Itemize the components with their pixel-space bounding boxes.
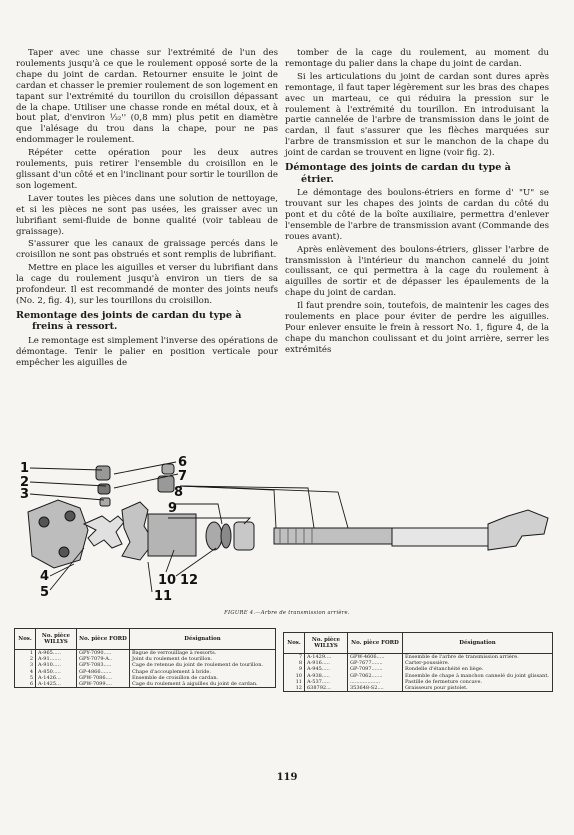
parts-table-right bbox=[283, 632, 553, 692]
page-number: 119 bbox=[276, 772, 298, 783]
cell: 8 bbox=[284, 660, 305, 666]
table-row bbox=[15, 650, 276, 657]
cell: 4 bbox=[15, 669, 36, 675]
cell: 10 bbox=[284, 673, 305, 679]
cell: 11 bbox=[284, 679, 305, 685]
cell: A-537..... bbox=[305, 679, 348, 685]
header-ford: No. pièce FORD bbox=[77, 629, 130, 650]
cell: GP-7677....... bbox=[348, 660, 403, 666]
parts-table-left bbox=[14, 628, 276, 688]
cell: A-916..... bbox=[305, 660, 348, 666]
splined-shaft-drawing bbox=[274, 528, 392, 544]
cell: A-1425... bbox=[36, 681, 77, 688]
slip-nut-drawing bbox=[234, 522, 254, 550]
cell: 1 bbox=[15, 650, 36, 657]
cell: 5 bbox=[15, 675, 36, 681]
callout-6: 6 bbox=[178, 455, 188, 470]
paragraph: Laver toutes les pièces dans une solution de nettoyage, et si les pièces ne sont pas usées, les graisser avec un lubrifiant semi-fluide de bonne qualité (voir tableau de graissage). bbox=[16, 193, 278, 237]
bearing-cup-drawing bbox=[96, 466, 110, 480]
text-column-right bbox=[285, 48, 549, 358]
cell: GPY-7083..... bbox=[77, 662, 130, 668]
heading-line: étrier. bbox=[301, 173, 334, 185]
cell: Bague de verrouillage à ressorts. bbox=[130, 650, 276, 657]
paragraph: Il faut prendre soin, toutefois, de maintenir les cages des roulements en place pour éviter de perdre les aiguilles. Pour enlever ensuite le frein à ressort No. 1, figure 4, de la chape du manchon coulissant et du joint arrière, serrer les extrémités bbox=[285, 301, 549, 355]
cell: 3 bbox=[15, 662, 36, 668]
heading-line: Démontage des joints de cardan du type à bbox=[285, 162, 511, 174]
cell: 12 bbox=[284, 685, 305, 692]
header-designation: Désignation bbox=[403, 633, 553, 654]
header-ford: No. pièce FORD bbox=[348, 633, 403, 654]
flange-yoke-drawing bbox=[28, 500, 88, 568]
cell: Ensemble de chape à manchon cannelé du joint glissant. bbox=[403, 673, 553, 679]
dust-cap-drawing bbox=[206, 522, 222, 550]
callout-7: 7 bbox=[178, 469, 188, 484]
cell: 6 bbox=[15, 681, 36, 688]
paragraph: Taper avec une chasse sur l'extrémité de l'un des roulements jusqu'à ce que le roulement opposé sorte de la chape du joint de cardan. Retourner ensuite le joint de cardan et chasser le premier roulement de son logement en tapant sur l'extrémité du tourillon du croisillon dépassant de la chape. Utiliser une chasse ronde en métal doux, et à bout plat, d'environ ⅓₂'' (0,8 mm) plus petit en diamètre que l'alésage du trou dans la chape, pour ne pas endommager le roulement. bbox=[16, 48, 278, 146]
paragraph: Mettre en place les aiguilles et verser du lubrifiant dans la cage du roulement jusqu'à environ un tiers de sa profondeur. Il est recommandé de monter des joints neufs (No. 2, fig. 4), sur les tourillons du croisillon. bbox=[16, 263, 278, 306]
heading-line: freins à ressort. bbox=[32, 321, 118, 333]
cell: Graisseurs pour pistolet. bbox=[403, 685, 553, 692]
header-no: Nos. bbox=[15, 629, 36, 650]
callout-8: 8 bbox=[174, 485, 184, 500]
cross-drawing bbox=[84, 516, 124, 548]
table-row bbox=[15, 662, 276, 668]
callout-11: 11 bbox=[154, 589, 173, 604]
table-row bbox=[15, 681, 276, 688]
paragraph: Répéter cette opération pour les deux autres roulements, puis retirer l'ensemble du croisillon en le glissant d'un côté et en l'inclinant pour sortir le tourillon de son logement. bbox=[16, 148, 278, 191]
header-no: Nos. bbox=[284, 633, 305, 654]
cell: A-965..... bbox=[36, 650, 77, 657]
callout-1: 1 bbox=[20, 461, 30, 476]
cell: GPW-7099.... bbox=[77, 681, 130, 688]
cell: 2 bbox=[15, 656, 36, 662]
cell: 7 bbox=[284, 654, 305, 661]
header-designation: Désignation bbox=[130, 629, 276, 650]
cell: GP-7097....... bbox=[348, 666, 403, 672]
cell: 353648-S2.... bbox=[348, 685, 403, 692]
paragraph: Après enlèvement des boulons-étriers, glisser l'arbre de transmission à l'intérieur du manchon cannelé du joint coulissant, ce qui permettra à la cage du roulement à aiguilles de sortir et de dépasser les épaulements de la chape du joint de cardan. bbox=[285, 244, 549, 299]
callout-3: 3 bbox=[20, 487, 30, 502]
callout-12: 12 bbox=[180, 573, 199, 588]
header-willys: No. pièce WILLYS bbox=[36, 629, 77, 650]
cell: GPW-4606..... bbox=[348, 654, 403, 661]
cell: GPY-7079-A.. bbox=[77, 656, 130, 662]
cell: GP-7062....... bbox=[348, 673, 403, 679]
cell: Joint du roulement de tourillon. bbox=[130, 656, 276, 662]
end-yoke-drawing bbox=[488, 510, 548, 550]
heading-line: Remontage des joints de cardan du type à bbox=[16, 309, 242, 321]
table-row bbox=[284, 673, 553, 679]
cell: Rondelle d'étanchéité en liège. bbox=[403, 666, 553, 672]
paragraph: S'assurer que les canaux de graissage percés dans le croisillon ne sont pas obstrués et sont remplis de lubrifiant. bbox=[16, 239, 278, 261]
cell: A-945..... bbox=[305, 666, 348, 672]
header-willys: No. pièce WILLYS bbox=[305, 633, 348, 654]
cell: Carter-poussière. bbox=[403, 660, 553, 666]
cell: A-938..... bbox=[305, 673, 348, 679]
paragraph: Le remontage est simplement l'inverse des opérations de démontage. Tenir le palier en position verticale pour empêcher les aiguilles de bbox=[16, 335, 278, 368]
drive-shaft-exploded-figure bbox=[18, 452, 558, 608]
cell: A-1429.... bbox=[305, 654, 348, 661]
callout-9: 9 bbox=[168, 501, 178, 516]
cell: GPY-7090..... bbox=[77, 650, 130, 657]
drive-shaft-tube-drawing bbox=[392, 528, 488, 546]
cell: Cage de retenue du joint de roulement de tourillon. bbox=[130, 662, 276, 668]
callout-4: 4 bbox=[40, 569, 50, 584]
cell: Pastille de fermeture concave. bbox=[403, 679, 553, 685]
paragraph: Si les articulations du joint de cardan sont dures après remontage, il faut taper légèrement sur les bras des chapes avec un marteau, ce qui réduira la pression sur le roulement à l'extrémité du tourillon. En introduisant la partie cannelée de l'arbre de transmission dans le joint de cardan, il faut s'assurer que les flèches marquées sur l'arbre de transmission et sur le manchon de la chape du joint de cardan se trouvent en ligne (voir fig. 2). bbox=[285, 71, 549, 159]
section-heading bbox=[16, 310, 278, 333]
paragraph: Le démontage des boulons-étriers en forme d' "U" se trouvant sur les chapes des joints de cardan du côté du pont et du côté de la boîte auxiliaire, permettra d'enlever l'ensemble de l'arbre de transmission avant (Commande des roues avant). bbox=[285, 188, 549, 242]
cell: Cage du roulement à aiguilles du joint de cardan. bbox=[130, 681, 276, 688]
figure-caption: FIGURE 4.—Arbre de transmission arrière. bbox=[224, 610, 350, 616]
cork-washer-drawing bbox=[221, 524, 231, 548]
cell: Ensemble de croisillon de cardan. bbox=[130, 675, 276, 681]
callout-2: 2 bbox=[20, 475, 30, 490]
callout-5: 5 bbox=[40, 585, 50, 600]
cell: GP-4866....... bbox=[77, 669, 130, 675]
cell: GPW-7086.... bbox=[77, 675, 130, 681]
cell: A-91....... bbox=[36, 656, 77, 662]
cell: 9 bbox=[284, 666, 305, 672]
callout-10: 10 bbox=[158, 573, 177, 588]
text-column-left bbox=[16, 48, 278, 371]
cell: Chape d'accouplement à bride. bbox=[130, 669, 276, 675]
cell: A-850..... bbox=[36, 669, 77, 675]
section-heading bbox=[285, 162, 549, 185]
cell: A-910..... bbox=[36, 662, 77, 668]
cell: 638792... bbox=[305, 685, 348, 692]
cell: A-1426... bbox=[36, 675, 77, 681]
cell: ................... bbox=[348, 679, 403, 685]
cell: Ensemble de l'arbre de transmission arrière. bbox=[403, 654, 553, 661]
paragraph: tomber de la cage du roulement, au moment du remontage du palier dans la chape du joint de cardan. bbox=[285, 48, 549, 69]
table-row bbox=[284, 685, 553, 692]
